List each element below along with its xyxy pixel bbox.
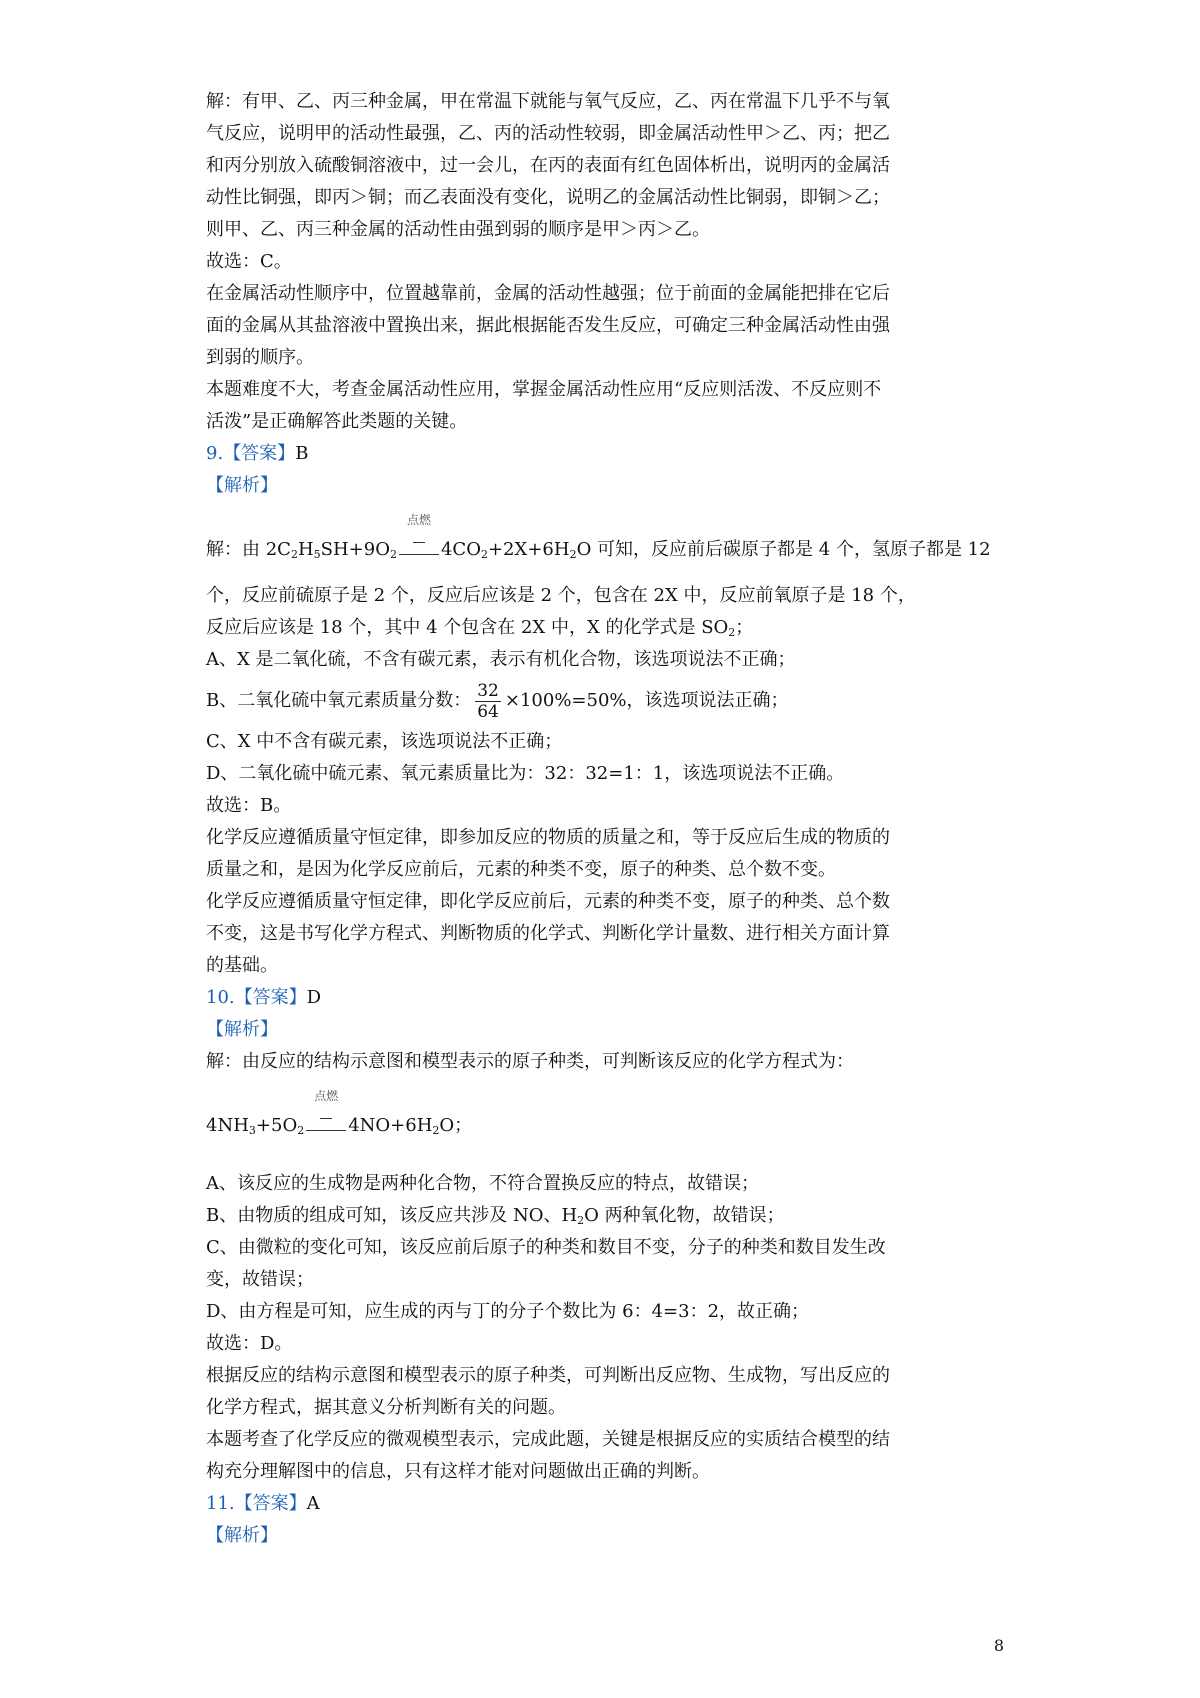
fraction: $\frac{32}{64}$ (477, 680, 499, 722)
text-line: 到弱的顺序。 (206, 347, 314, 368)
text-line: 变，故错误； (206, 1269, 314, 1290)
text-line: 动性比铜强，即丙＞铜；而乙表面没有变化，说明乙的金属活动性比铜弱，即铜＞乙； (206, 187, 890, 208)
q9-answer-heading: 9.【答案】B (206, 443, 309, 464)
text-line: 本题考查了化学反应的微观模型表示，完成此题，关键是根据反应的实质结合模型的结 (206, 1429, 890, 1450)
text-line: 故选：C。 (206, 251, 292, 272)
text-line: 和丙分别放入硫酸铜溶液中，过一会儿，在丙的表面有红色固体析出，说明丙的金属活 (206, 155, 890, 176)
text-line: 活泼”是正确解答此类题的关键。 (206, 411, 468, 432)
text-line: 根据反应的结构示意图和模型表示的原子种类，可判断出反应物、生成物，写出反应的 (206, 1365, 890, 1386)
text-line: 解：由反应的结构示意图和模型表示的原子种类，可判断该反应的化学方程式为： (206, 1051, 854, 1072)
q9-analysis-heading: 【解析】 (206, 475, 278, 496)
text-line: 在金属活动性顺序中，位置越靠前，金属的活动性越强；位于前面的金属能把排在它后 (206, 283, 890, 304)
text-line: 的基础。 (206, 955, 278, 976)
text-line: 化学方程式，据其意义分析判断有关的问题。 (206, 1397, 566, 1418)
text-line: 气反应，说明甲的活动性最强，乙、丙的活动性较弱，即金属活动性甲＞乙、丙；把乙 (206, 123, 890, 144)
q9-select: 故选：B。 (206, 795, 292, 816)
q10-option-c: C、由微粒的变化可知，该反应前后原子的种类和数目不变，分子的种类和数目发生改 (206, 1237, 886, 1258)
q10-analysis-heading: 【解析】 (206, 1019, 278, 1040)
text-line: 解：有甲、乙、丙三种金属，甲在常温下就能与氧气反应，乙、丙在常温下几乎不与氧 (206, 91, 890, 112)
q10-option-d: D、由方程是可知，应生成的丙与丁的分子个数比为 6：4=3：2，故正确； (206, 1301, 810, 1322)
document-body (206, 86, 1006, 1552)
text-line: 构充分理解图中的信息，只有这样才能对问题做出正确的判断。 (206, 1461, 710, 1482)
text-line: 化学反应遵循质量守恒定律，即参加反应的物质的质量之和，等于反应后生成的物质的 (206, 827, 890, 848)
page-number: 8 (993, 1636, 1004, 1655)
text-line: 本题难度不大，考查金属活动性应用，掌握金属活动性应用“反应则活泼、不反应则不 (206, 379, 882, 400)
text-line: 则甲、乙、丙三种金属的活动性由强到弱的顺序是甲＞丙＞乙。 (206, 219, 710, 240)
q9-option-c: C、X 中不含有碳元素，该选项说法不正确； (206, 731, 563, 752)
q9-option-b: B、二氧化硫中氧元素质量分数： $\frac{32}{64}$ ×100%=50%，该选项说法正确； (206, 680, 789, 722)
text-line: 化学反应遵循质量守恒定律，即化学反应前后，元素的种类不变，原子的种类、总个数 (206, 891, 890, 912)
text-line: 个，反应前硫原子是 2 个，反应后应该是 2 个，包含在 2X 中，反应前氧原子是 18 个， (206, 585, 916, 606)
text-line: 面的金属从其盐溶液中置换出来，据此根据能否发生反应，可确定三种金属活动性由强 (206, 315, 890, 336)
q10-option-a: A、该反应的生成物是两种化合物，不符合置换反应的特点，故错误； (206, 1173, 759, 1194)
q9-option-a: A、X 是二氧化硫，不含有碳元素，表示有机化合物，该选项说法不正确； (206, 649, 796, 670)
text-line: 不变，这是书写化学方程式、判断物质的化学式、判断化学计量数、进行相关方面计算 (206, 923, 890, 944)
q10-equation-line: $4NH_3+5O_2$ 点燃 $4NO+6H_2O$； (206, 1078, 1006, 1142)
q11-analysis-heading: 【解析】 (206, 1525, 278, 1546)
q10-answer-heading: 10.【答案】D (206, 987, 322, 1008)
q10-option-b: B、由物质的组成可知，该反应共涉及 NO、$H_2O$ 两种氧化物，故错误； (206, 1205, 785, 1227)
reaction-condition: 点燃 (304, 1110, 348, 1142)
q10-select: 故选：D。 (206, 1333, 293, 1354)
q9-option-d: D、二氧化硫中硫元素、氧元素质量比为：32：32=1：1，该选项说法不正确。 (206, 763, 845, 784)
reaction-condition: 点燃 (397, 534, 441, 566)
text-line: 质量之和，是因为化学反应前后，元素的种类不变，原子的种类、总个数不变。 (206, 859, 836, 880)
q11-answer-heading: 11.【答案】A (206, 1493, 320, 1514)
q9-equation-line: 解：由 $2C_2H_5SH+9O_2$ 点燃 $4CO_2+2X+6H_2O$ 可知，反应前后碳原子都是 4 个，氢原子都是 12 (206, 502, 1006, 566)
text-line: 反应后应该是 18 个，其中 4 个包含在 2X 中，X 的化学式是 $SO_2$； (206, 617, 754, 639)
